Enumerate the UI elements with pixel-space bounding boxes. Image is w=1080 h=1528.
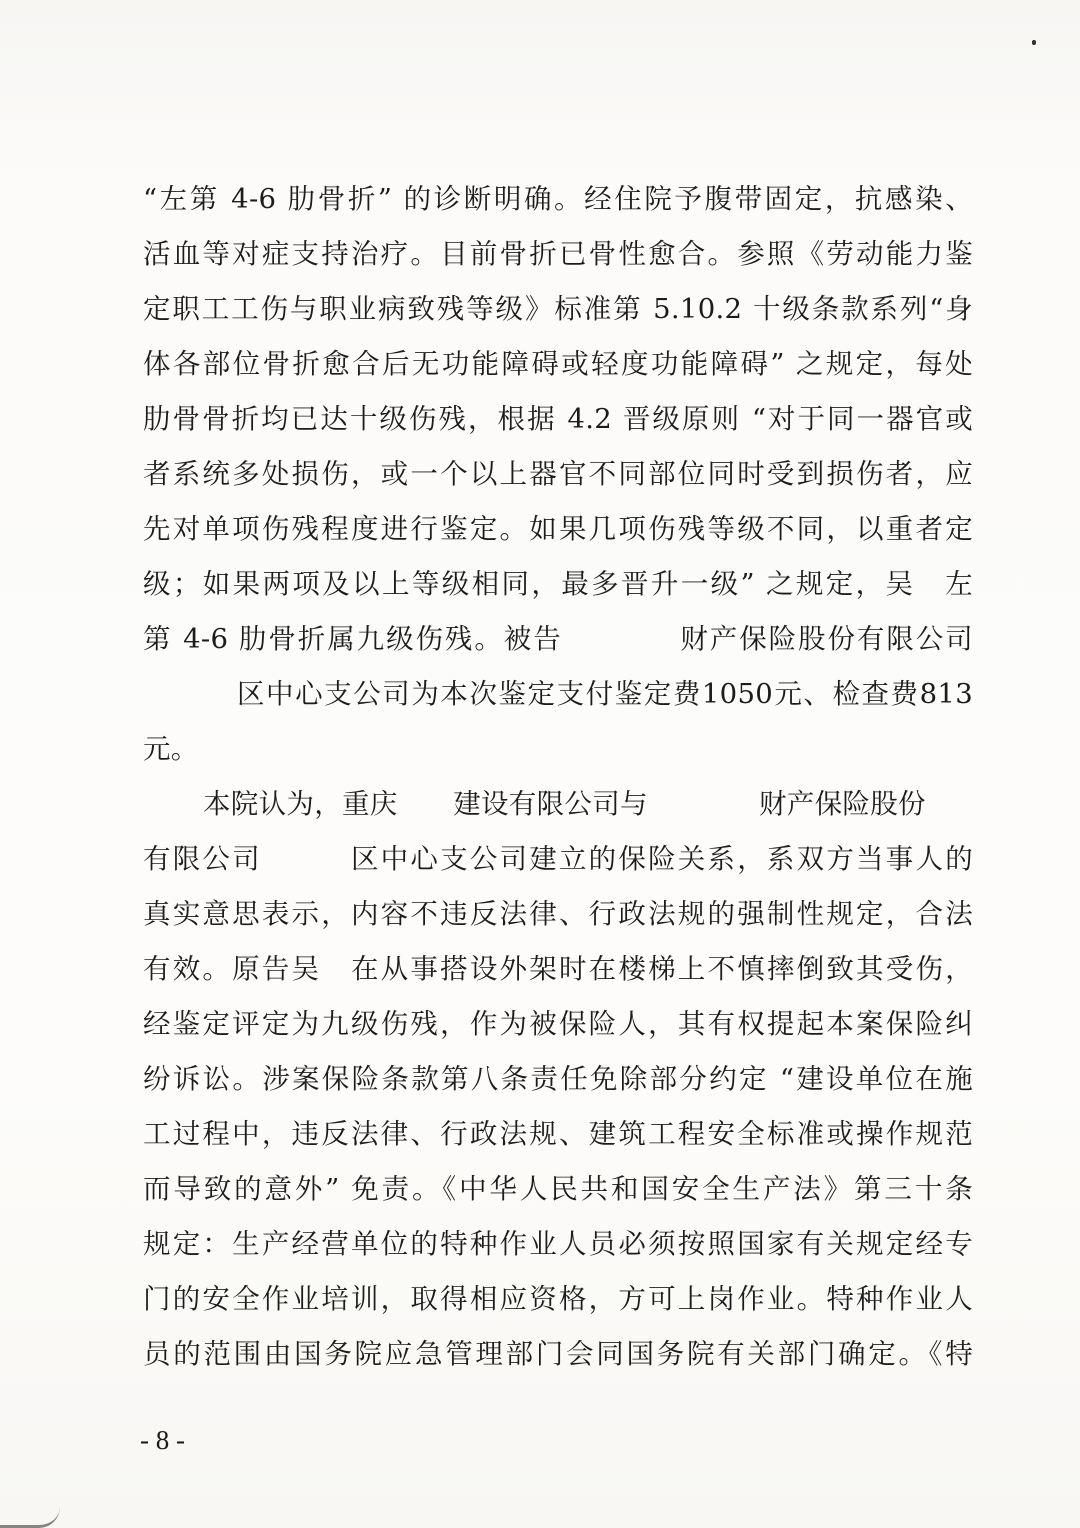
text-line: 者系统多处损伤，或一个以上器官不同部位同时受到损伤者，应 xyxy=(143,458,973,490)
text-line: 元。 xyxy=(143,733,199,765)
text-line: 有效。原告吴 在从事搭设外架时在楼梯上不慎摔倒致其受伤， xyxy=(143,953,973,985)
text-line: “左第 4-6 肋骨折” 的诊断明确。经住院予腹带固定，抗感染、 xyxy=(143,183,973,215)
text-line: 工过程中，违反法律、行政法规、建筑工程安全标准或操作规范 xyxy=(143,1118,973,1150)
body-text xyxy=(143,172,973,1382)
text-line: 体各部位骨折愈合后无功能障碍或轻度功能障碍” 之规定，每处 xyxy=(143,348,973,380)
text-line: 先对单项伤残程度进行鉴定。如果几项伤残等级不同，以重者定 xyxy=(143,513,973,545)
text-line: 定职工工伤与职业病致残等级》标准第 5.10.2 十级条款系列“身 xyxy=(143,293,973,325)
page-number: - 8 - xyxy=(140,1425,185,1455)
text-line: 纷诉讼。涉案保险条款第八条责任免除部分约定 “建设单位在施 xyxy=(143,1063,973,1095)
text-line: 而导致的意外” 免责。《中华人民共和国安全生产法》第三十条 xyxy=(143,1173,973,1205)
text-line: 第 4-6 肋骨折属九级伤残。被告 财产保险股份有限公司 xyxy=(143,623,973,655)
scan-mark xyxy=(0,1507,60,1528)
text-line: 规定：生产经营单位的特种作业人员必须按照国家有关规定经专 xyxy=(143,1228,973,1260)
text-line: 员的范围由国务院应急管理部门会同国务院有关部门确定。《特 xyxy=(143,1338,973,1370)
scan-speck xyxy=(1032,40,1036,45)
text-line: 活血等对症支持治疗。目前骨折已骨性愈合。参照《劳动能力鉴 xyxy=(143,238,973,270)
text-line: 真实意思表示，内容不违反法律、行政法规的强制性规定，合法 xyxy=(143,898,973,930)
text-line: 有限公司 区中心支公司建立的保险关系，系双方当事人的 xyxy=(143,843,973,875)
text-line: 级；如果两项及以上等级相同，最多晋升一级” 之规定，吴 左 xyxy=(143,568,973,600)
text-line: 经鉴定评定为九级伤残，作为被保险人，其有权提起本案保险纠 xyxy=(143,1008,973,1040)
text-line: 门的安全作业培训，取得相应资格，方可上岗作业。特种作业人 xyxy=(143,1283,973,1315)
text-line: 肋骨骨折均已达十级伤残，根据 4.2 晋级原则 “对于同一器官或 xyxy=(143,403,973,435)
text-line: 区中心支公司为本次鉴定支付鉴定费1050元、检查费813 xyxy=(237,678,973,710)
paragraph-start-line: 本院认为，重庆 建设有限公司与 财产保险股份 xyxy=(203,788,926,820)
